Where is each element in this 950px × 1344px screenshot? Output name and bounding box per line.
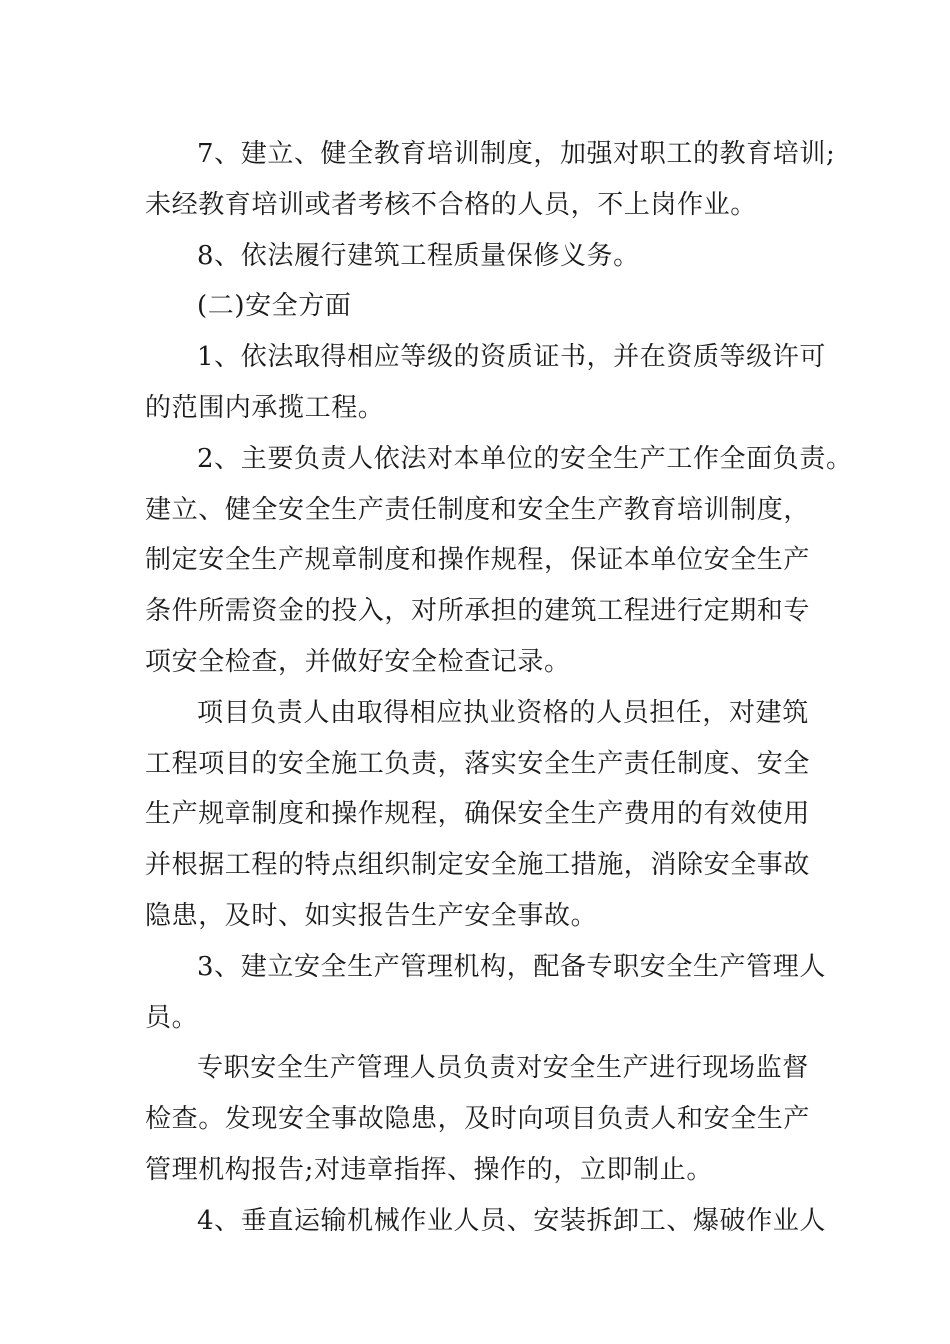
text-line: 员。	[145, 1002, 199, 1033]
text-line: 8、依法履行建筑工程质量保修义务。	[197, 240, 640, 271]
text-line: 未经教育培训或者考核不合格的人员，不上岗作业。	[145, 189, 757, 220]
text-line: 专职安全生产管理人员负责对安全生产进行现场监督	[197, 1053, 809, 1084]
paragraph	[145, 1043, 821, 1195]
paragraph	[145, 129, 836, 231]
text-line: 3、建立安全生产管理机构，配备专职安全生产管理人	[197, 951, 826, 982]
text-line: 条件所需资金的投入，对所承担的建筑工程进行定期和专	[145, 596, 811, 627]
text-line: 检查。发现安全事故隐患，及时向项目负责人和安全生产	[145, 1104, 811, 1135]
text-line: 建立、健全安全生产责任制度和安全生产教育培训制度，	[145, 494, 811, 525]
text-line: (二)安全方面	[197, 291, 352, 322]
paragraph	[145, 434, 853, 688]
text-line: 项安全检查，并做好安全检查记录。	[145, 646, 571, 677]
text-line: 1、依法取得相应等级的资质证书，并在资质等级许可	[197, 342, 826, 373]
text-line: 的范围内承揽工程。	[145, 392, 385, 423]
text-line: 4、垂直运输机械作业人员、安装拆卸工、爆破作业人	[197, 1205, 826, 1236]
text-line: 并根据工程的特点组织制定安全施工措施，消除安全事故	[145, 850, 811, 881]
text-line: 项目负责人由取得相应执业资格的人员担任，对建筑	[197, 697, 809, 728]
text-line: 制定安全生产规章制度和操作规程，保证本单位安全生产	[145, 545, 811, 576]
paragraph	[145, 281, 821, 332]
paragraph	[145, 1196, 826, 1247]
text-line: 7、建立、健全教育培训制度，加强对职工的教育培训;	[197, 139, 836, 169]
document-body	[145, 129, 853, 1247]
paragraph	[145, 332, 826, 434]
paragraph	[145, 942, 826, 1044]
paragraph	[145, 231, 821, 282]
text-line: 隐患，及时、如实报告生产安全事故。	[145, 900, 598, 931]
text-line: 工程项目的安全施工负责，落实安全生产责任制度、安全	[145, 748, 811, 779]
text-line: 管理机构报告;对违章指挥、操作的，立即制止。	[145, 1154, 713, 1185]
text-line: 生产规章制度和操作规程，确保安全生产费用的有效使用	[145, 799, 811, 830]
paragraph	[145, 688, 821, 942]
text-line: 2、主要负责人依法对本单位的安全生产工作全面负责。	[197, 443, 853, 474]
